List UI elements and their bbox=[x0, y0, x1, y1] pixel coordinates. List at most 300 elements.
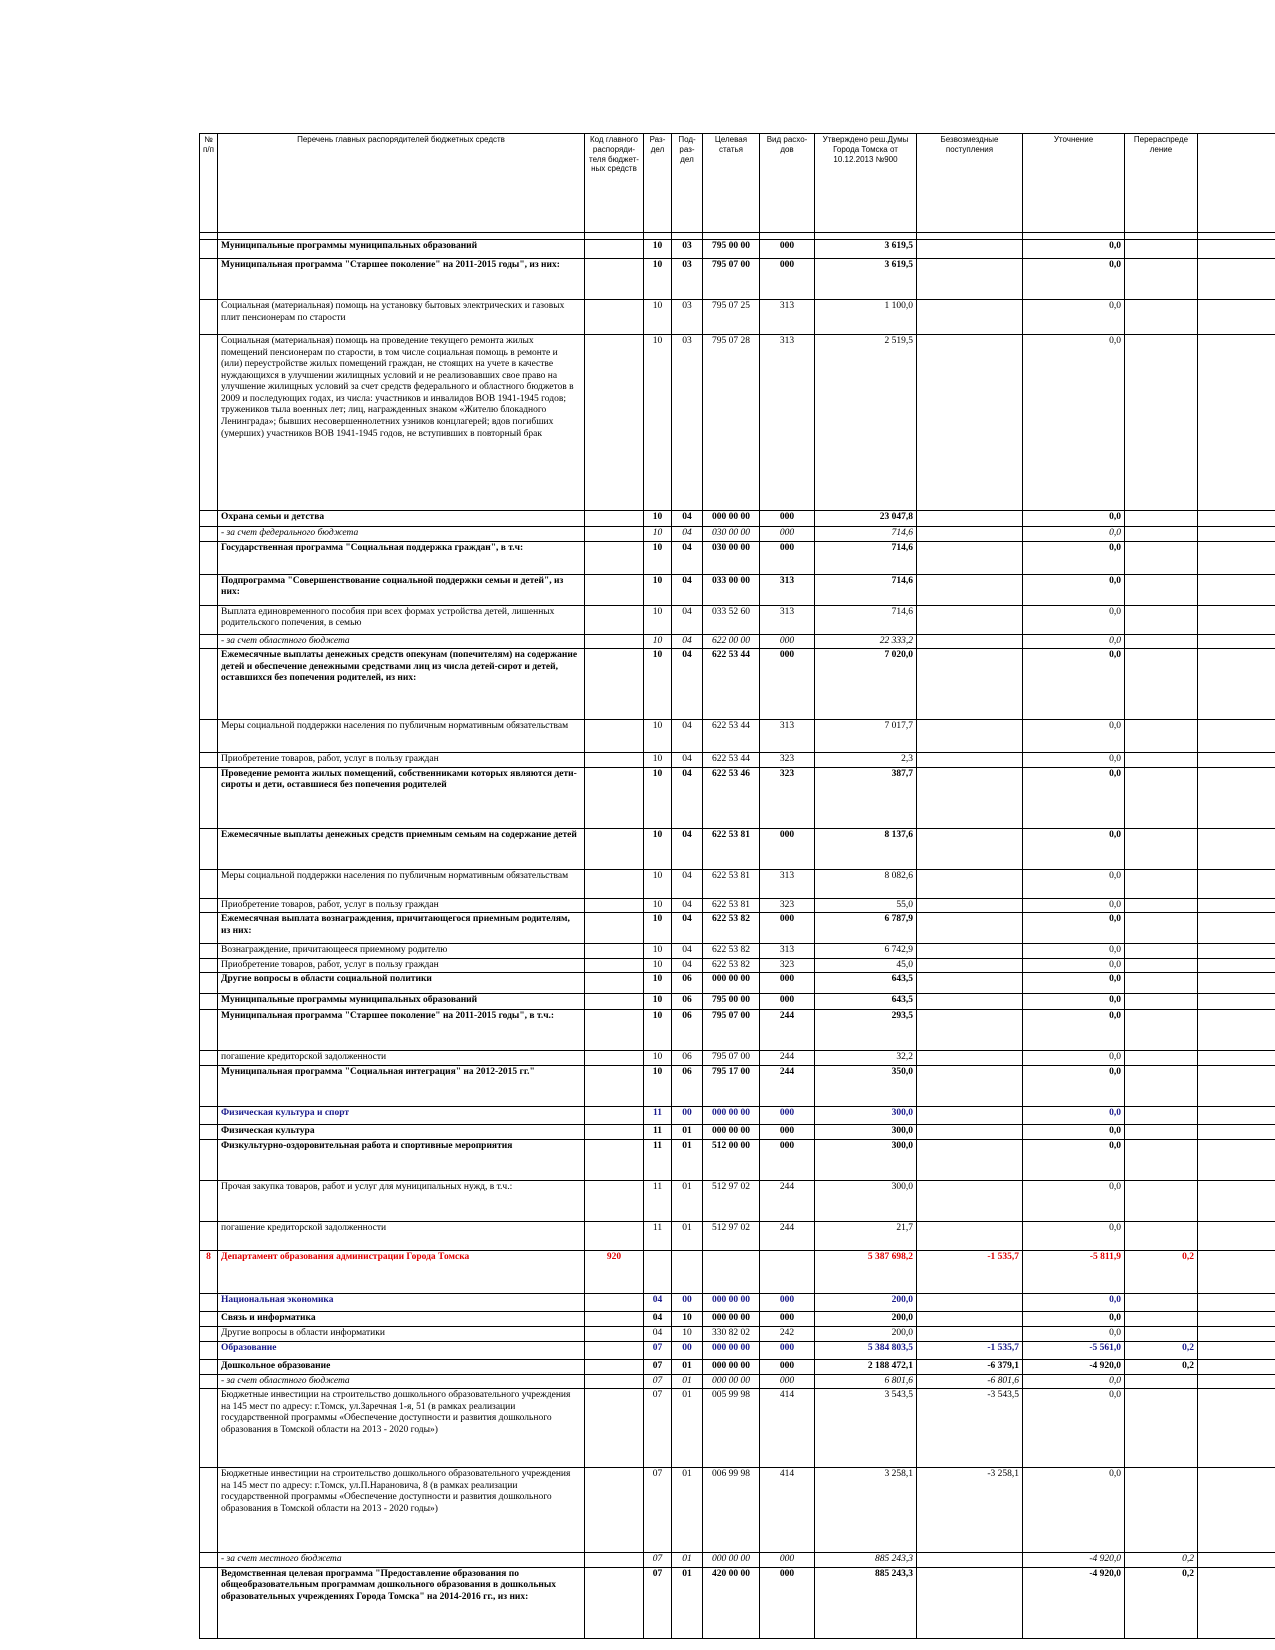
row-grants bbox=[917, 1294, 1023, 1312]
row-section: 07 bbox=[644, 1553, 672, 1568]
row-name: Государственная программа "Социальная поддержка граждан", в т.ч: bbox=[218, 541, 585, 574]
row-gr-code bbox=[585, 1312, 644, 1327]
row-number bbox=[200, 994, 218, 1010]
row-grants bbox=[917, 300, 1023, 335]
row-section: 10 bbox=[644, 634, 672, 649]
row-redistribution bbox=[1125, 1468, 1198, 1553]
row-approved: 55,0 bbox=[815, 898, 917, 913]
header-cell: Уточнение bbox=[1023, 134, 1125, 233]
row-section: 10 bbox=[644, 1010, 672, 1051]
row-target-article: 000 00 00 bbox=[703, 1374, 760, 1389]
row-adjustment: 0,0 bbox=[1023, 828, 1125, 869]
row-expense-type: 000 bbox=[760, 1140, 815, 1181]
row-number bbox=[200, 1222, 218, 1251]
row-name: Охрана семьи и детства bbox=[218, 511, 585, 527]
row-subsection: 01 bbox=[672, 1553, 703, 1568]
row-subsection: 04 bbox=[672, 605, 703, 634]
row-expense-type: 323 bbox=[760, 753, 815, 768]
row-section: 10 bbox=[644, 649, 672, 720]
row-target-article: 795 07 00 bbox=[703, 1051, 760, 1066]
header-cell: Перечень главных распорядителей бюджетных средств bbox=[218, 134, 585, 233]
row-name: Связь и информатика bbox=[218, 1312, 585, 1327]
row-redistribution bbox=[1125, 1107, 1198, 1125]
row-subsection: 04 bbox=[672, 649, 703, 720]
row-grants bbox=[917, 1010, 1023, 1051]
row-name: Социальная (материальная) помощь на установку бытовых электрических и газовых плит пенсионерам по старости bbox=[218, 300, 585, 335]
row-gr-code bbox=[585, 1222, 644, 1251]
row-extra bbox=[1198, 1553, 1275, 1568]
spacer-cell bbox=[200, 233, 218, 240]
row-expense-type: 242 bbox=[760, 1327, 815, 1342]
row-section: 10 bbox=[644, 944, 672, 959]
row-adjustment: 0,0 bbox=[1023, 1051, 1125, 1066]
row-number bbox=[200, 541, 218, 574]
row-name: Приобретение товаров, работ, услуг в пользу граждан bbox=[218, 898, 585, 913]
row-target-article: 512 97 02 bbox=[703, 1222, 760, 1251]
row-extra bbox=[1198, 1327, 1275, 1342]
row-name: Ежемесячные выплаты денежных средств приемным семьям на содержание детей bbox=[218, 828, 585, 869]
row-target-article: 000 00 00 bbox=[703, 1312, 760, 1327]
row-grants bbox=[917, 1312, 1023, 1327]
spacer-cell bbox=[585, 233, 644, 240]
row-target-article: 006 99 98 bbox=[703, 1468, 760, 1553]
row-extra bbox=[1198, 240, 1275, 259]
row-expense-type: 000 bbox=[760, 1359, 815, 1374]
row-name: Муниципальные программы муниципальных образований bbox=[218, 994, 585, 1010]
row-extra bbox=[1198, 335, 1275, 511]
row-adjustment: 0,0 bbox=[1023, 1312, 1125, 1327]
row-redistribution bbox=[1125, 541, 1198, 574]
row-section: 10 bbox=[644, 958, 672, 973]
row-approved: 1 100,0 bbox=[815, 300, 917, 335]
row-approved: 32,2 bbox=[815, 1051, 917, 1066]
row-gr-code bbox=[585, 259, 644, 300]
row-expense-type: 244 bbox=[760, 1051, 815, 1066]
row-gr-code bbox=[585, 541, 644, 574]
row-subsection: 03 bbox=[672, 259, 703, 300]
row-gr-code bbox=[585, 511, 644, 527]
row-redistribution bbox=[1125, 913, 1198, 944]
row-expense-type: 000 bbox=[760, 1553, 815, 1568]
row-extra bbox=[1198, 527, 1275, 542]
row-expense-type: 323 bbox=[760, 767, 815, 828]
row-target-article: 795 00 00 bbox=[703, 240, 760, 259]
row-expense-type: 000 bbox=[760, 634, 815, 649]
row-grants bbox=[917, 1051, 1023, 1066]
row-extra bbox=[1198, 1125, 1275, 1140]
row-target-article: 622 53 81 bbox=[703, 898, 760, 913]
table-row bbox=[200, 1051, 1275, 1066]
row-approved: 8 082,6 bbox=[815, 869, 917, 898]
row-grants bbox=[917, 1125, 1023, 1140]
row-gr-code bbox=[585, 944, 644, 959]
row-target-article: 000 00 00 bbox=[703, 1294, 760, 1312]
row-approved: 2,3 bbox=[815, 753, 917, 768]
table-row bbox=[200, 869, 1275, 898]
row-redistribution bbox=[1125, 1125, 1198, 1140]
row-redistribution: 0,2 bbox=[1125, 1567, 1198, 1638]
row-subsection: 04 bbox=[672, 720, 703, 753]
row-grants bbox=[917, 753, 1023, 768]
row-approved: 293,5 bbox=[815, 1010, 917, 1051]
row-expense-type: 313 bbox=[760, 300, 815, 335]
row-subsection: 03 bbox=[672, 240, 703, 259]
row-extra bbox=[1198, 649, 1275, 720]
row-redistribution bbox=[1125, 1374, 1198, 1389]
row-approved: 300,0 bbox=[815, 1107, 917, 1125]
table-row bbox=[200, 1553, 1275, 1568]
row-name: - за счет федерального бюджета bbox=[218, 527, 585, 542]
row-grants bbox=[917, 720, 1023, 753]
header-cell: № п/п bbox=[200, 134, 218, 233]
row-subsection: 01 bbox=[672, 1389, 703, 1468]
row-grants bbox=[917, 1553, 1023, 1568]
row-approved: 2 519,5 bbox=[815, 335, 917, 511]
row-redistribution bbox=[1125, 869, 1198, 898]
row-section: 10 bbox=[644, 335, 672, 511]
row-expense-type: 000 bbox=[760, 259, 815, 300]
row-grants bbox=[917, 527, 1023, 542]
row-extra bbox=[1198, 1051, 1275, 1066]
table-row bbox=[200, 527, 1275, 542]
row-extra bbox=[1198, 1359, 1275, 1374]
row-grants bbox=[917, 913, 1023, 944]
row-subsection: 03 bbox=[672, 335, 703, 511]
budget-table bbox=[199, 133, 1275, 1639]
row-gr-code: 920 bbox=[585, 1251, 644, 1294]
row-extra bbox=[1198, 1567, 1275, 1638]
table-row bbox=[200, 605, 1275, 634]
row-expense-type: 323 bbox=[760, 898, 815, 913]
row-approved: 5 387 698,2 bbox=[815, 1251, 917, 1294]
row-approved: 3 258,1 bbox=[815, 1468, 917, 1553]
row-subsection: 01 bbox=[672, 1222, 703, 1251]
table-row bbox=[200, 973, 1275, 994]
row-section: 11 bbox=[644, 1181, 672, 1222]
row-expense-type: 313 bbox=[760, 944, 815, 959]
row-approved: 300,0 bbox=[815, 1125, 917, 1140]
row-number bbox=[200, 1327, 218, 1342]
row-adjustment: 0,0 bbox=[1023, 300, 1125, 335]
row-redistribution bbox=[1125, 944, 1198, 959]
row-approved: 200,0 bbox=[815, 1312, 917, 1327]
row-redistribution bbox=[1125, 511, 1198, 527]
row-name: Проведение ремонта жилых помещений, собственниками которых являются дети-сироты и дети, оставшиеся без попечения родителей bbox=[218, 767, 585, 828]
row-expense-type: 000 bbox=[760, 1312, 815, 1327]
row-adjustment: 0,0 bbox=[1023, 1125, 1125, 1140]
row-target-article: 000 00 00 bbox=[703, 1553, 760, 1568]
row-expense-type: 000 bbox=[760, 1125, 815, 1140]
row-target-article: 622 53 82 bbox=[703, 944, 760, 959]
row-number bbox=[200, 1294, 218, 1312]
row-expense-type: 000 bbox=[760, 1374, 815, 1389]
row-extra bbox=[1198, 994, 1275, 1010]
row-target-article: 033 00 00 bbox=[703, 574, 760, 605]
row-redistribution bbox=[1125, 259, 1198, 300]
row-extra bbox=[1198, 1389, 1275, 1468]
row-adjustment: 0,0 bbox=[1023, 1468, 1125, 1553]
row-adjustment: -5 811,9 bbox=[1023, 1251, 1125, 1294]
row-number bbox=[200, 913, 218, 944]
row-adjustment: 0,0 bbox=[1023, 944, 1125, 959]
table-row bbox=[200, 944, 1275, 959]
spacer-row bbox=[200, 233, 1275, 240]
row-grants bbox=[917, 541, 1023, 574]
row-expense-type: 323 bbox=[760, 958, 815, 973]
row-extra bbox=[1198, 869, 1275, 898]
row-number: 8 bbox=[200, 1251, 218, 1294]
row-section: 10 bbox=[644, 574, 672, 605]
row-grants bbox=[917, 634, 1023, 649]
row-extra bbox=[1198, 1222, 1275, 1251]
row-adjustment: 0,0 bbox=[1023, 869, 1125, 898]
spacer-cell bbox=[760, 233, 815, 240]
row-section: 07 bbox=[644, 1341, 672, 1359]
row-approved: 643,5 bbox=[815, 973, 917, 994]
row-approved: 350,0 bbox=[815, 1066, 917, 1107]
row-adjustment: 0,0 bbox=[1023, 1222, 1125, 1251]
row-gr-code bbox=[585, 994, 644, 1010]
row-subsection: 04 bbox=[672, 634, 703, 649]
row-subsection: 06 bbox=[672, 1051, 703, 1066]
row-adjustment: 0,0 bbox=[1023, 527, 1125, 542]
header-cell: Безвозмездные поступления bbox=[917, 134, 1023, 233]
row-extra bbox=[1198, 958, 1275, 973]
row-redistribution bbox=[1125, 753, 1198, 768]
row-number bbox=[200, 649, 218, 720]
row-grants bbox=[917, 1327, 1023, 1342]
row-name: погашение кредиторской задолженности bbox=[218, 1222, 585, 1251]
row-name: Бюджетные инвестиции на строительство дошкольного образовательного учреждения на 145 мест по адресу: г.Томск, ул.П.Нарановича, 8 (в рамках реализации государственной программы «Обеспечение доступности и развития дошкольного образования в Томской области на 2013 - 2020 годы») bbox=[218, 1468, 585, 1553]
row-subsection: 04 bbox=[672, 869, 703, 898]
row-subsection: 01 bbox=[672, 1567, 703, 1638]
row-redistribution bbox=[1125, 1294, 1198, 1312]
row-subsection: 01 bbox=[672, 1359, 703, 1374]
row-redistribution bbox=[1125, 1222, 1198, 1251]
row-name: Ежемесячная выплата вознаграждения, причитающегося приемным родителям, из них: bbox=[218, 913, 585, 944]
row-approved: 714,6 bbox=[815, 541, 917, 574]
row-redistribution bbox=[1125, 574, 1198, 605]
row-gr-code bbox=[585, 527, 644, 542]
row-section: 10 bbox=[644, 541, 672, 574]
row-expense-type: 244 bbox=[760, 1066, 815, 1107]
spacer-cell bbox=[703, 233, 760, 240]
row-expense-type: 414 bbox=[760, 1389, 815, 1468]
table-row bbox=[200, 1010, 1275, 1051]
row-section: 04 bbox=[644, 1312, 672, 1327]
row-number bbox=[200, 1125, 218, 1140]
row-adjustment: 0,0 bbox=[1023, 753, 1125, 768]
header-cell: Вид расхо-дов bbox=[760, 134, 815, 233]
row-gr-code bbox=[585, 1294, 644, 1312]
row-section: 10 bbox=[644, 605, 672, 634]
row-grants bbox=[917, 511, 1023, 527]
row-expense-type: 000 bbox=[760, 913, 815, 944]
row-approved: 3 619,5 bbox=[815, 240, 917, 259]
row-section: 10 bbox=[644, 753, 672, 768]
row-grants bbox=[917, 335, 1023, 511]
table-row bbox=[200, 913, 1275, 944]
row-target-article bbox=[703, 1251, 760, 1294]
row-number bbox=[200, 944, 218, 959]
row-grants bbox=[917, 574, 1023, 605]
row-gr-code bbox=[585, 634, 644, 649]
row-grants bbox=[917, 649, 1023, 720]
row-expense-type: 000 bbox=[760, 649, 815, 720]
row-expense-type: 000 bbox=[760, 973, 815, 994]
row-section: 07 bbox=[644, 1389, 672, 1468]
row-section: 10 bbox=[644, 898, 672, 913]
spacer-cell bbox=[644, 233, 672, 240]
row-gr-code bbox=[585, 300, 644, 335]
row-approved: 3 543,5 bbox=[815, 1389, 917, 1468]
row-adjustment: 0,0 bbox=[1023, 1140, 1125, 1181]
row-number bbox=[200, 1389, 218, 1468]
row-subsection: 04 bbox=[672, 828, 703, 869]
row-approved: 300,0 bbox=[815, 1181, 917, 1222]
row-section: 11 bbox=[644, 1107, 672, 1125]
table-row bbox=[200, 1374, 1275, 1389]
row-gr-code bbox=[585, 1567, 644, 1638]
row-redistribution bbox=[1125, 898, 1198, 913]
row-section bbox=[644, 1251, 672, 1294]
row-gr-code bbox=[585, 1051, 644, 1066]
row-number bbox=[200, 574, 218, 605]
row-redistribution bbox=[1125, 527, 1198, 542]
table-row bbox=[200, 634, 1275, 649]
row-extra bbox=[1198, 1107, 1275, 1125]
row-section: 10 bbox=[644, 259, 672, 300]
row-grants bbox=[917, 767, 1023, 828]
table-row bbox=[200, 1359, 1275, 1374]
row-adjustment: 0,0 bbox=[1023, 1327, 1125, 1342]
row-name: Прочая закупка товаров, работ и услуг для муниципальных нужд, в т.ч.: bbox=[218, 1181, 585, 1222]
row-expense-type: 000 bbox=[760, 1107, 815, 1125]
row-redistribution bbox=[1125, 1140, 1198, 1181]
row-name: Приобретение товаров, работ, услуг в пользу граждан bbox=[218, 753, 585, 768]
row-subsection: 01 bbox=[672, 1181, 703, 1222]
row-adjustment: 0,0 bbox=[1023, 1107, 1125, 1125]
row-extra bbox=[1198, 1468, 1275, 1553]
row-gr-code bbox=[585, 574, 644, 605]
row-name: Муниципальная программа "Старшее поколение" на 2011-2015 годы", из них: bbox=[218, 259, 585, 300]
header-cell: Код главного распоряди-теля бюджет-ных средств bbox=[585, 134, 644, 233]
table-row bbox=[200, 649, 1275, 720]
row-gr-code bbox=[585, 1468, 644, 1553]
row-expense-type: 244 bbox=[760, 1222, 815, 1251]
header-row bbox=[200, 134, 1275, 233]
row-extra bbox=[1198, 1341, 1275, 1359]
row-grants bbox=[917, 240, 1023, 259]
row-redistribution bbox=[1125, 994, 1198, 1010]
row-number bbox=[200, 973, 218, 994]
row-redistribution: 0,2 bbox=[1125, 1251, 1198, 1294]
row-expense-type: 000 bbox=[760, 541, 815, 574]
row-redistribution bbox=[1125, 1010, 1198, 1051]
row-grants bbox=[917, 994, 1023, 1010]
header-cell: Перераспреде ление bbox=[1125, 134, 1198, 233]
row-subsection: 04 bbox=[672, 753, 703, 768]
row-target-article: 622 53 81 bbox=[703, 828, 760, 869]
row-adjustment: 0,0 bbox=[1023, 259, 1125, 300]
row-grants: -3 543,5 bbox=[917, 1389, 1023, 1468]
row-adjustment: 0,0 bbox=[1023, 898, 1125, 913]
row-target-article: 622 53 44 bbox=[703, 753, 760, 768]
row-gr-code bbox=[585, 1327, 644, 1342]
row-extra bbox=[1198, 1251, 1275, 1294]
row-expense-type: 000 bbox=[760, 828, 815, 869]
table-row bbox=[200, 1140, 1275, 1181]
spacer-cell bbox=[1125, 233, 1198, 240]
row-subsection: 01 bbox=[672, 1374, 703, 1389]
row-name: Ежемесячные выплаты денежных средств опекунам (попечителям) на содержание детей и обеспечение денежными средствами лиц из числа детей-сирот и детей, оставшихся без попечения родителей, из них: bbox=[218, 649, 585, 720]
row-adjustment: 0,0 bbox=[1023, 1389, 1125, 1468]
table-row bbox=[200, 994, 1275, 1010]
header-cell: Утверждено реш.Думы Города Томска от 10.12.2013 №900 bbox=[815, 134, 917, 233]
header-cell: Раз-дел bbox=[644, 134, 672, 233]
row-subsection: 01 bbox=[672, 1468, 703, 1553]
row-section: 04 bbox=[644, 1294, 672, 1312]
row-redistribution bbox=[1125, 240, 1198, 259]
row-section: 10 bbox=[644, 994, 672, 1010]
row-name: Физическая культура bbox=[218, 1125, 585, 1140]
row-adjustment: 0,0 bbox=[1023, 1374, 1125, 1389]
row-name: Социальная (материальная) помощь на проведение текущего ремонта жилых помещений пенсионерам по старости, в том числе социальная помощь в ремонте и (или) переустройстве жилых помещений граждан, не стоящих на учете в качестве нуждающихся в улучшении жилищных условий и не реализовавших свое право на улучшение жилищных условий за счет средств федерального и областного бюджетов в 2009 и последующих годах, из числа: участников и инвалидов ВОВ 1941-1945 годов; тружеников тыла военных лет; лиц, награжденных знаком «Жителю блокадного Ленинграда»; бывших несовершеннолетних узников концлагерей; вдов погибших (умерших) участников ВОВ 1941-1945 годов, не вступивших в повторный брак bbox=[218, 335, 585, 511]
row-target-article: 622 53 44 bbox=[703, 720, 760, 753]
table-body bbox=[200, 233, 1275, 1639]
row-extra bbox=[1198, 1066, 1275, 1107]
row-number bbox=[200, 240, 218, 259]
row-redistribution bbox=[1125, 1051, 1198, 1066]
row-expense-type: 000 bbox=[760, 1294, 815, 1312]
row-subsection: 06 bbox=[672, 973, 703, 994]
row-name: - за счет областного бюджета bbox=[218, 1374, 585, 1389]
row-name: Образование bbox=[218, 1341, 585, 1359]
row-extra bbox=[1198, 913, 1275, 944]
table-row bbox=[200, 335, 1275, 511]
row-name: Физическая культура и спорт bbox=[218, 1107, 585, 1125]
header-cell: Под-раз-дел bbox=[672, 134, 703, 233]
row-gr-code bbox=[585, 1125, 644, 1140]
table-row bbox=[200, 1567, 1275, 1638]
row-approved: 885 243,3 bbox=[815, 1567, 917, 1638]
row-gr-code bbox=[585, 1066, 644, 1107]
row-name: погашение кредиторской задолженности bbox=[218, 1051, 585, 1066]
row-approved: 23 047,8 bbox=[815, 511, 917, 527]
row-gr-code bbox=[585, 240, 644, 259]
row-section: 10 bbox=[644, 973, 672, 994]
row-section: 10 bbox=[644, 511, 672, 527]
row-approved: 643,5 bbox=[815, 994, 917, 1010]
row-grants bbox=[917, 958, 1023, 973]
row-number bbox=[200, 335, 218, 511]
row-approved: 6 801,6 bbox=[815, 1374, 917, 1389]
row-gr-code bbox=[585, 958, 644, 973]
row-target-article: 000 00 00 bbox=[703, 973, 760, 994]
row-grants bbox=[917, 1181, 1023, 1222]
row-section: 10 bbox=[644, 1066, 672, 1107]
row-extra bbox=[1198, 1294, 1275, 1312]
table-row bbox=[200, 1181, 1275, 1222]
row-adjustment: 0,0 bbox=[1023, 1181, 1125, 1222]
row-grants bbox=[917, 1140, 1023, 1181]
row-grants bbox=[917, 869, 1023, 898]
row-approved: 885 243,3 bbox=[815, 1553, 917, 1568]
row-number bbox=[200, 605, 218, 634]
table-row bbox=[200, 1312, 1275, 1327]
row-extra bbox=[1198, 1010, 1275, 1051]
row-gr-code bbox=[585, 1553, 644, 1568]
